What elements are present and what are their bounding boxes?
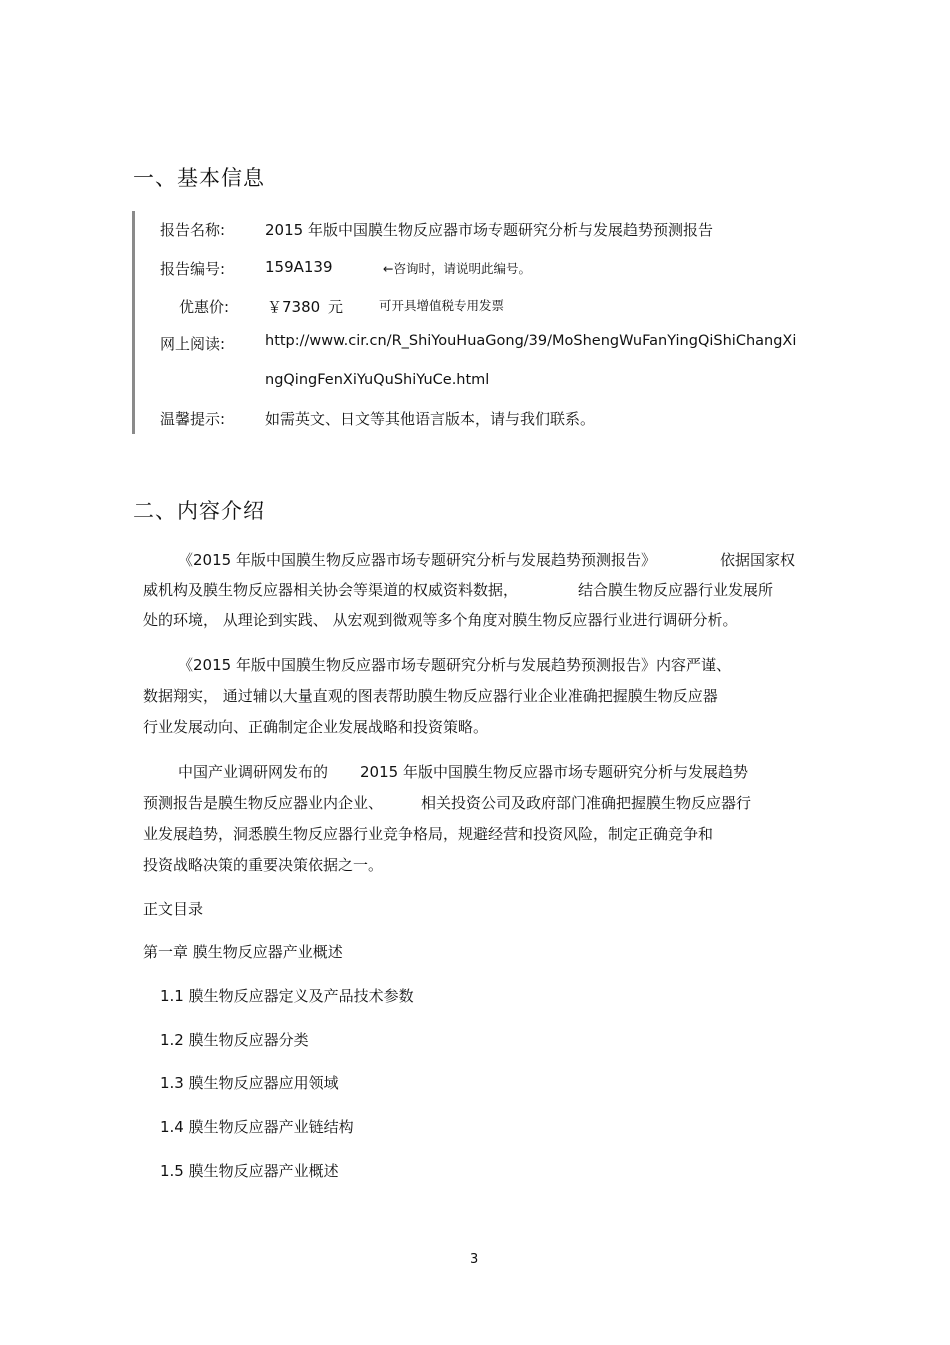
online-url-line2[interactable]: ngQingFenXiYuQuShiYuCe.html [265, 372, 490, 388]
section2-title: 二、内容介绍 [133, 499, 265, 523]
report-no-label: 报告编号: [160, 260, 226, 278]
para3-line3: 业发展趋势，洞悉膜生物反应器行业竞争格局，规避经营和投资风险，制定正确竞争和 [143, 825, 714, 843]
para3-line2a: 预测报告是膜生物反应器业内企业、 [143, 794, 384, 812]
toc-item[interactable]: 1.1 膜生物反应器定义及产品技术参数 [160, 987, 414, 1005]
page-number: 3 [470, 1252, 479, 1267]
toc-item[interactable]: 1.2 膜生物反应器分类 [160, 1031, 309, 1049]
para3-line2b: 相关投资公司及政府部门准确把握膜生物反应器行 [421, 794, 752, 812]
para3-line4: 投资战略决策的重要决策依据之一。 [143, 856, 384, 874]
para3-line1b: 2015 年版中国膜生物反应器市场专题研究分析与发展趋势 [360, 763, 748, 781]
online-label: 网上阅读: [160, 335, 226, 353]
para2-line1: 《2015 年版中国膜生物反应器市场专题研究分析与发展趋势预测报告》内容严谨、 [178, 656, 731, 674]
para1-line1b: 依据国家权 [720, 551, 796, 569]
toc-item[interactable]: 1.5 膜生物反应器产业概述 [160, 1162, 339, 1180]
report-no-note: ←咨询时，请说明此编号。 [383, 261, 531, 276]
price: ￥7380 [267, 298, 321, 316]
para2-line3: 行业发展动向、正确制定企业发展战略和投资策略。 [143, 718, 489, 736]
para1-line2b: 结合膜生物反应器行业发展所 [578, 581, 774, 599]
para1-line2a: 威机构及膜生物反应器相关协会等渠道的权威资料数据， [143, 581, 519, 599]
price-unit: 元 [328, 298, 344, 316]
para2-line2: 数据翔实， 通过辅以大量直观的图表帮助膜生物反应器行业企业准确把握膜生物反应器 [143, 687, 718, 705]
report-name-label: 报告名称: [160, 221, 226, 239]
para3-line1a: 中国产业调研网发布的 [178, 763, 329, 781]
info-block-bar [132, 211, 135, 434]
tip-text: 如需英文、日文等其他语言版本，请与我们联系。 [265, 410, 596, 428]
tip-label: 温馨提示: [160, 410, 226, 428]
online-url-line1[interactable]: http://www.cir.cn/R_ShiYouHuaGong/39/MoShengWuFanYingQiShiChangXi [265, 333, 797, 349]
para1-line1a: 《2015 年版中国膜生物反应器市场专题研究分析与发展趋势预测报告》 [178, 551, 656, 569]
report-name: 2015 年版中国膜生物反应器市场专题研究分析与发展趋势预测报告 [265, 221, 713, 239]
para1-line3: 处的环境， 从理论到实践、 从宏观到微观等多个角度对膜生物反应器行业进行调研分析。 [143, 611, 738, 629]
toc-item[interactable]: 1.3 膜生物反应器应用领域 [160, 1074, 339, 1092]
price-note: 可开具增值税专用发票 [379, 298, 505, 313]
price-label: 优惠价: [179, 298, 230, 316]
toc-item[interactable]: 1.4 膜生物反应器产业链结构 [160, 1118, 354, 1136]
toc-chapter-1[interactable]: 第一章 膜生物反应器产业概述 [143, 943, 343, 961]
section1-title: 一、基本信息 [133, 166, 265, 190]
report-no: 159A139 [265, 258, 333, 276]
toc-heading: 正文目录 [143, 900, 204, 918]
